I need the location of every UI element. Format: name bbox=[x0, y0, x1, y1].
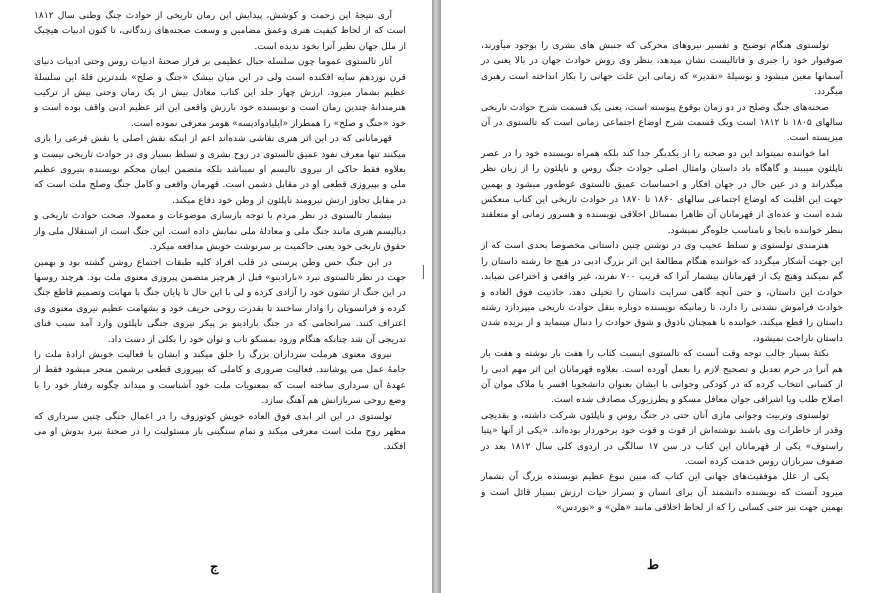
paragraph: قهرمانانی که در این اثر هنری نقاشی شده‌اند اعم از اینکه نقش اصلی یا نقش فرعی را بازی میکنند تنها معرف نفوذ عمیق تالستوی در روح بشری و تسلط بسیار وی در حوادث تاریخی نیست و بعلاوه فقط حاکی از نیروی تالیسم او نمیباشد بلکه متضمن ایمان محکم نویسنده بنیروی عظیم ملی و بپیروزی قطعی او در مقابل دشمن است. قهرمان واقعی و کامل جنگ وصلح ملت است که در مقابل تجاوز ارتش نیرومند ناپلئون از وطن خود دفاع میکند. bbox=[34, 133, 406, 206]
paragraph: هنرمندی تولستوی و تسلط عجیب وی در نوشتن چنین داستانی مخصوصا بحدی است که از این جهت آشکار میگردد که خواننده هنگام مطالعهٔ این اثر بزرگ ادبی در هیچ جا رشته داستان را گم نمیکند وهیچ یک از قهرمانان بیشمار آنرا که قریب ۷۰۰ نفرند، غیر واقعی و اختراعی نمیابد. حوادث این داستان، و حتی آنچه گاهی سرایت داستان را تخیلی دهد، جاذبیت فوق العاده و حوادث فراموش نشدنی را دارد، تا زمانیکه نویسنده دوباره بنقل حوادث تاریخی میپردازد رشته داستان را قطع میکند، خواننده با همچنان باذوق و شوق حوادث را دنبال مینماید و از بریده شدن داستان ناراحت نمیشود. bbox=[481, 240, 844, 344]
paragraph: نکتهٔ بسیار جالب توجه وقت آنست که تالستوی اینست کتاب را هفت بار نوشته و هفت بار هم آنرا در حرم تعدیل و تصحیح لازم را بعمل آورده است. بعلاوه قهرمانان این اثر مهم ادبی را از کسانی انتخاب کرده که در کودکی وجوانی با ایشان بعنوان دانشجویا افسر یا ملاک موان آن اصلاح طلب ویا اشرافی جوان معافل مسکو و پطرزبورک مصادف شده است. bbox=[481, 348, 843, 406]
right-page-text bbox=[481, 38, 843, 516]
page-edge-mark bbox=[423, 265, 424, 279]
page-number: ط bbox=[647, 558, 660, 573]
paragraph: آری نتیجهٔ این زحمت و کوشش، پیدایش این رمان تاریخی از حوادث جنگ وطنی سال ۱۸۱۲ است که از لحاظ کیفیت هنری وعمق مضامین و وسعت صحنه‌های زندگانی، تا کنون ادبیات هیچیک از ملل جهان نظیر آنرا بخود ندیده است. bbox=[34, 10, 406, 52]
paragraph: آثار تالستوی عموما چون سلسله جبال عظیمی بر فراز صحنهٔ ادبیات روس وحتی ادبیات دنیای قرن نوزدهم سایه افکنده است ولی در این میان بیشک «جنگ و صلح» بلندترین قلهٔ این سلسلهٔ عظیم بشمار میرود. ارزش چهار جلد این کتاب معادل بیش از یک رمان وحتی بیش از ترکیب هنرمندانهٔ چندین رمان است و نویسنده خود بارزش واقعی این اثر عظیم ادبی واقف بوده است و خود «جنگ و صلح» را همطراز «ایلیادوادیسه» هومر معرفی نموده است. bbox=[34, 56, 406, 129]
paragraph: تولستوی در این اثر ابدی فوق العاده خویش کوتوزوف را در اعمال جنگی چنین سرداری که مظهر روح ملت است معرفی میکند و تمام سنگینی بار مسئولیت را در صحنهٔ نبرد بدوش او می افکند. bbox=[34, 410, 406, 453]
paragraph: در این جنگ حس وطن پرستی در قلب افراد کلیه طبقات اجتماع روشن گشته بود و بهمین جهت در نظر تالستوی نبرد «بارادینو» قبل از هرچیز متضمن پیروزی معنوی ملت بود. هرچند روسها در این جنگ از تشون خود را آزادی کرده و لی با این حال تا پایان جنگ با مهابت وتصمیم قاطع جنگ کرده و فرانسویان را وادار ساختند تا بقدرت روحی حریف خود و بشهامت عظیم نیروی معنوی وی اعتراف کنند. سرانجامی که در جنگ بارادینو بر پیکر نیروی جنگی ناپلئون وارد آمد سبب فنای تدریجی آن شد چنانکه هنگام ورود بمسکو تاب و توان خود را بکلی از دست داد. bbox=[34, 256, 406, 345]
paragraph: یکی از علل موفقیت‌های جهانی این کتاب که مبین نبوغ عظیم نویسنده بزرگ آن بشمار میرود آنست که نویسنده دانشمند آن برای انسان و بسراز حیات ارزش بسیار قائل است و بهمین جهت نیز حتی کسانی را که از لحاظ اخلاقی مانند «هلن» و «بوردس» bbox=[481, 471, 843, 514]
left-page bbox=[0, 0, 432, 593]
paragraph: صحنه‌های جنگ وصلح در دو زمان بوقوع پیوسته است، یعنی یک قسمت شرح حوادث تاریخی سالهای ۱۸۰۵ تا ۱۸۱۲ است ویک قسمت شرح اوضاع اجتماعی زمانی است که تالستوی در آن میزیسته است. bbox=[481, 101, 843, 144]
paragraph: اما خواننده نمیتواند این دو صحنه را از یکدیگر جدا کند بلکه همراه نویسنده خود را در عصر ناپلئون میبیند و گاهگاه باد داستان وامثال اصلی حوادث جنگ روس و ناپلئون را از زبان نظر میگذراند و در عین حال در جهان افکار و احساسات عمیق تالستوی غوطه‌ور میشود و بهمین جهت این اقلیت که اوضاع اجتماعی سالهای ۱۸۶۰ تا ۱۸۷۰ در حوادث تاریخی این کتاب منعکس شده است و عده‌ای از قهرمانان آن ظاهرا بمسائل اخلاقی نویسنده و هسرور زمانی او متعلقند بنظر خواننده نابجا و نامناسب جلوه‌گر نمیشود. bbox=[481, 147, 843, 236]
paragraph: بیشمار تالستوی در نظر مردم با توجه بازسازی موضوعات و معمولا، صحت حوادث تاریخی و دیالیسم هنری مانند جنگ ملی و معادلهٔ ملی نمایش داده است. این جنگ است از استقلال ملی واز حقوق تاریخی خود یعنی حاکمیت بر سرنوشت خویش مدافعه میکرد. bbox=[34, 210, 406, 253]
paragraph: نیروی معنوی هرملت سرداران بزرگ را خلق میکند و ایشان با فعالیت خویش ارادهٔ ملت را جامهٔ عمل می پوشانند. فعالیت ضروری و کاملی که بپیروزی قطعی برشمن منجر میشود فقط از عهدهٔ آن سرداری ساخته است که بمعنویات ملت خود آشناست و میداند چگونه رفتار خود را با وضع روحی سربازانش هم آهنگ سازد. bbox=[34, 348, 406, 407]
page-number: ج bbox=[210, 560, 219, 575]
paragraph: تولستوی هنگام توضیح و تفسیر نیروهای محرکی که جنبش های بشری را بوجود میآورند، صوفیوار خود را جبری و فاتالیست نشان میدهد، بنظر وی روش حوادث جهان در بالا یعنی در آسمانها معین میشود و بوسیلهٔ «تقدیر» که زمانی این علت جهانی را بکار انداخته است رهبری میگردد. bbox=[481, 40, 843, 98]
paragraph: تولستوی وتربیت وجوانی مازی آنان حتی در جنگ روس و ناپلئون شرکت داشته، و بقدیچی وقدر از خاطرات وی باشند نوشته‌اش از قوت و قوت خود برخوردار بوده‌اند. «یکی از آنها «پتیا راستوف» یکی از قهرمانان این کتاب در سن ۱۷ سالگی در اردوی کلی سال ۱۸۱۲ بعد در صفوف سربازان روس خدمت کرده است. bbox=[481, 409, 844, 467]
left-page-text bbox=[34, 8, 406, 455]
book-gutter bbox=[432, 0, 441, 593]
right-page bbox=[441, 0, 869, 593]
